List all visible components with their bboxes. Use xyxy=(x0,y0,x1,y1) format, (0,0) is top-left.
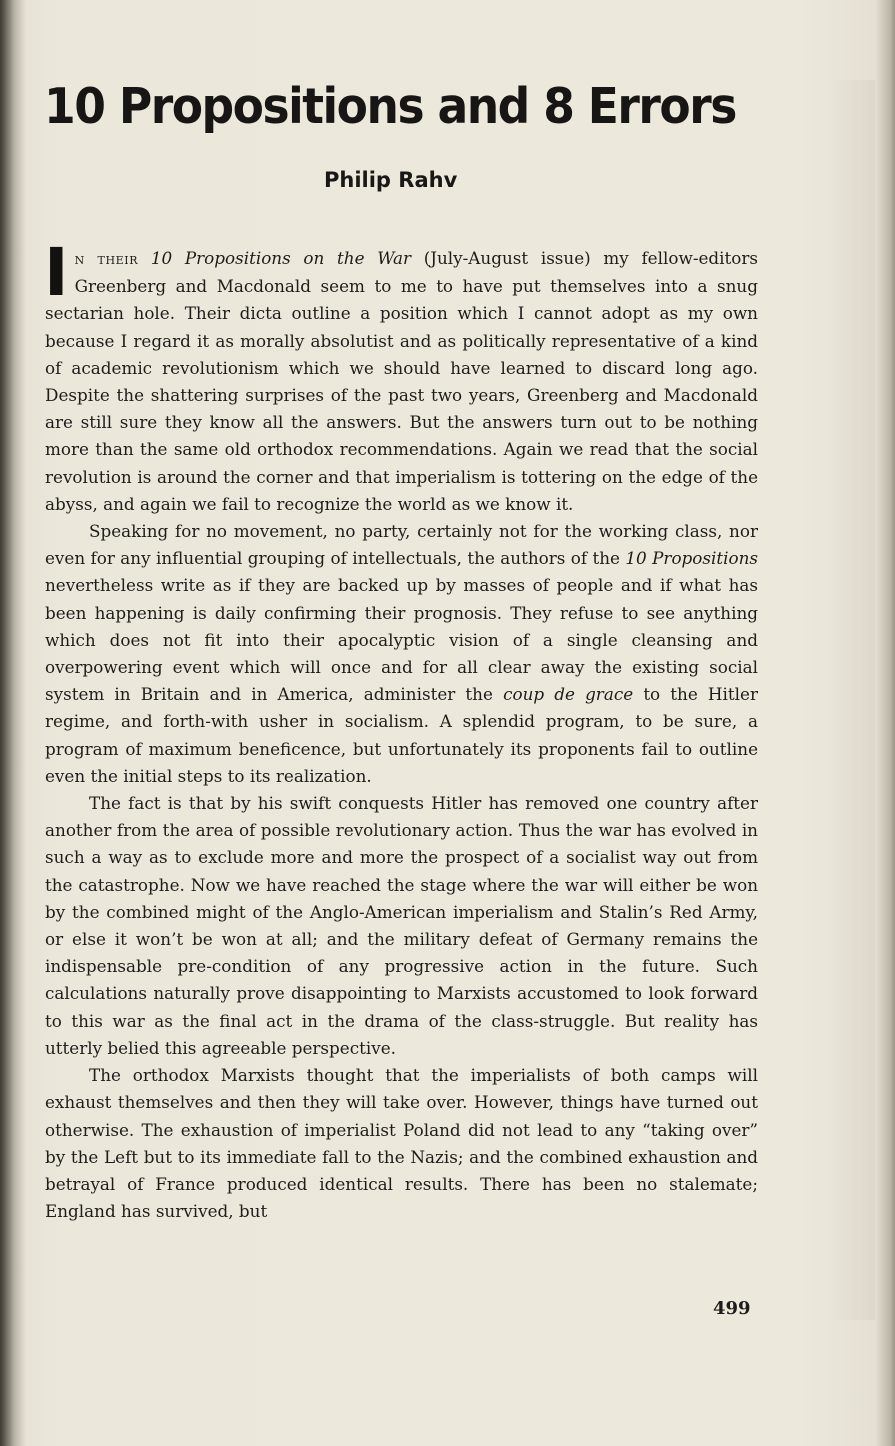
article-author: Philip Rahv xyxy=(324,168,458,192)
paragraph-2 xyxy=(45,518,758,790)
paragraph-4: The orthodox Marxists thought that the imperialists of both camps will exhaust themselves and then they will take over. However, things have turned out otherwise. The exhaustion of imperialist Poland did not lead to any “taking over” by the Left but to its immediate fall to the Nazis; and the combined exhaustion and betrayal of France produced identical results. There has been no stalemate; England has survived, but xyxy=(45,1065,758,1222)
paragraph-2-text-a: Speaking for no movement, no party, certainly not for the working class, nor even for any influential grouping of intellectuals, the authors of the xyxy=(45,521,758,569)
lead-in-smallcaps: n their xyxy=(74,250,139,268)
article-title: 10 Propositions and 8 Errors xyxy=(44,78,736,135)
paragraph-2-text-b: nevertheless write as if they are backed up by masses of people and if what has been happening is daily confirming their prognosis. They refuse to see anything which does not fit into their apocalyptic vision of a single cleansing and overpowering event which will once and for all clear away the existing social system in Britain and in America, administer the xyxy=(45,575,758,705)
italic-coup-de-grace: coup de grace xyxy=(503,684,634,705)
article-body xyxy=(45,209,758,1225)
italic-title-ref: 10 Propositions on the War xyxy=(150,248,412,268)
binding-shadow xyxy=(0,0,26,1446)
paragraph-3: The fact is that by his swift conquests Hitler has removed one country after another from the area of possible revolutionary action. Thus the war has evolved in such a way as to exclude more and more the prospect of a socialist way out from the catastrophe. Now we have reached the stage where the war will either be won by the combined might of the Anglo-American imperialism and Stalin’s Red Army, or else it won’t be won at all; and the military defeat of Germany remains the indispensable pre-condition of any progressive action in the future. Such calculations naturally prove disappointing to Marxists accustomed to look forward to this war as the final act in the drama of the class-struggle. But reality has utterly belied this agreeable perspective. xyxy=(45,793,758,1058)
paragraph-1-text: (July-August issue) my fellow-editors Greenberg and Macdonald seem to me to have put themselves into a snug sectarian hole. Their dicta outline a position which I cannot adopt as my own because I regard it as morally absolutist and as politically representative of a kind of academic revolutionism which we should have learned to discard long ago. Despite the shattering surprises of the past two years, Greenberg and Macdonald are still sure they know all the answers. But the answers turn out to be nothing more than the same old orthodox recommendations. Again we read that the social revolution is around the corner and that imperialism is tottering on the edge of the abyss, and again we fail to recognize the world as we know it. xyxy=(45,248,759,514)
page-number: 499 xyxy=(713,1298,751,1319)
show-through xyxy=(830,80,875,1320)
paragraph-1 xyxy=(45,209,758,518)
paragraph-2-text-c: to the Hitler regime, and forth-with usher in socialism. A splendid program, to be sure, a program of maximum beneficence, but unfortunately its proponents fail to outline even the initial steps to its realization. xyxy=(45,684,758,786)
italic-propositions: 10 Propositions xyxy=(625,548,759,569)
drop-cap: I xyxy=(44,234,69,311)
lead-space xyxy=(138,248,151,268)
